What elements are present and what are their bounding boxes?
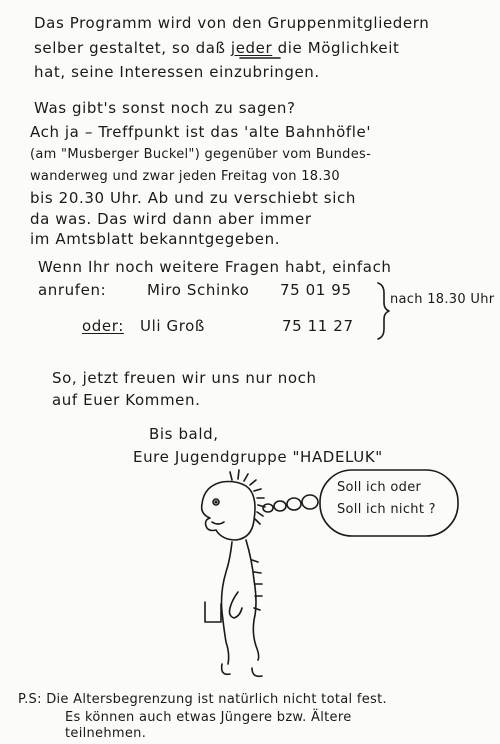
contact-phone-1: 75 01 95 [280, 281, 352, 299]
meeting-line-1: Ach ja – Treffpunkt ist das 'alte Bahnhöfle' [30, 123, 372, 141]
figure-body-right [246, 540, 259, 660]
closing-bye: Bis bald, [149, 425, 219, 443]
contact-name-2: Uli Groß [140, 317, 205, 335]
meeting-line-5: da was. Das wird dann aber immer [30, 210, 312, 228]
thought-line-1: Soll ich oder [337, 480, 422, 495]
figure-pocket [205, 602, 221, 622]
contacts-time-note: nach 18.30 Uhr [390, 292, 495, 307]
closing-line-2: auf Euer Kommen. [52, 391, 201, 409]
meeting-line-2: (am "Musberger Buckel") gegenüber vom Bundes- [30, 147, 372, 162]
figure-head [202, 482, 255, 541]
intro-line-2: selber gestaltet, so daß jeder die Möglichkeit [34, 39, 400, 57]
emphasis-jeder: jeder [230, 39, 273, 57]
figure-body-left [222, 542, 233, 664]
contacts-anrufen: anrufen: [38, 281, 107, 299]
thought-dot-4 [302, 495, 318, 509]
figure-mouth [212, 522, 224, 524]
thought-dot-2 [274, 501, 286, 511]
ps-line-3: teilnehmen. [65, 726, 147, 741]
closing-signature: Eure Jugendgruppe "HADELUK" [133, 448, 383, 466]
thought-dot-3 [287, 498, 301, 510]
meeting-line-4: bis 20.30 Uhr. Ab und zu verschiebt sich [30, 189, 356, 207]
intro-line-3: hat, seine Interessen einzubringen. [34, 63, 320, 81]
contacts-line-1: Wenn Ihr noch weitere Fragen habt, einfach [38, 258, 392, 276]
meeting-question: Was gibt's sonst noch zu sagen? [34, 99, 296, 117]
figure-arm [230, 592, 243, 618]
figure-feet [222, 664, 262, 676]
closing-line-1: So, jetzt freuen wir uns nur noch [52, 369, 317, 387]
ps-line-2: Es können auch etwas Jüngere bzw. Ältere [65, 710, 352, 725]
contact-phone-2: 75 11 27 [282, 317, 354, 335]
ps-line-1: P.S: Die Altersbegrenzung ist natürlich nicht total fest. [18, 692, 387, 707]
thought-line-2: Soll ich nicht ? [337, 502, 436, 517]
bracket-mark [378, 283, 389, 339]
contact-name-1: Miro Schinko [147, 281, 250, 299]
thought-dot-1 [263, 504, 273, 512]
meeting-line-3: wanderweg und zwar jeden Freitag von 18.30 [30, 169, 340, 184]
meeting-line-6: im Amtsblatt bekanntgegeben. [30, 230, 281, 248]
intro-line-1: Das Programm wird von den Gruppenmitgliedern [34, 14, 430, 32]
contacts-oder: oder: [82, 317, 124, 335]
